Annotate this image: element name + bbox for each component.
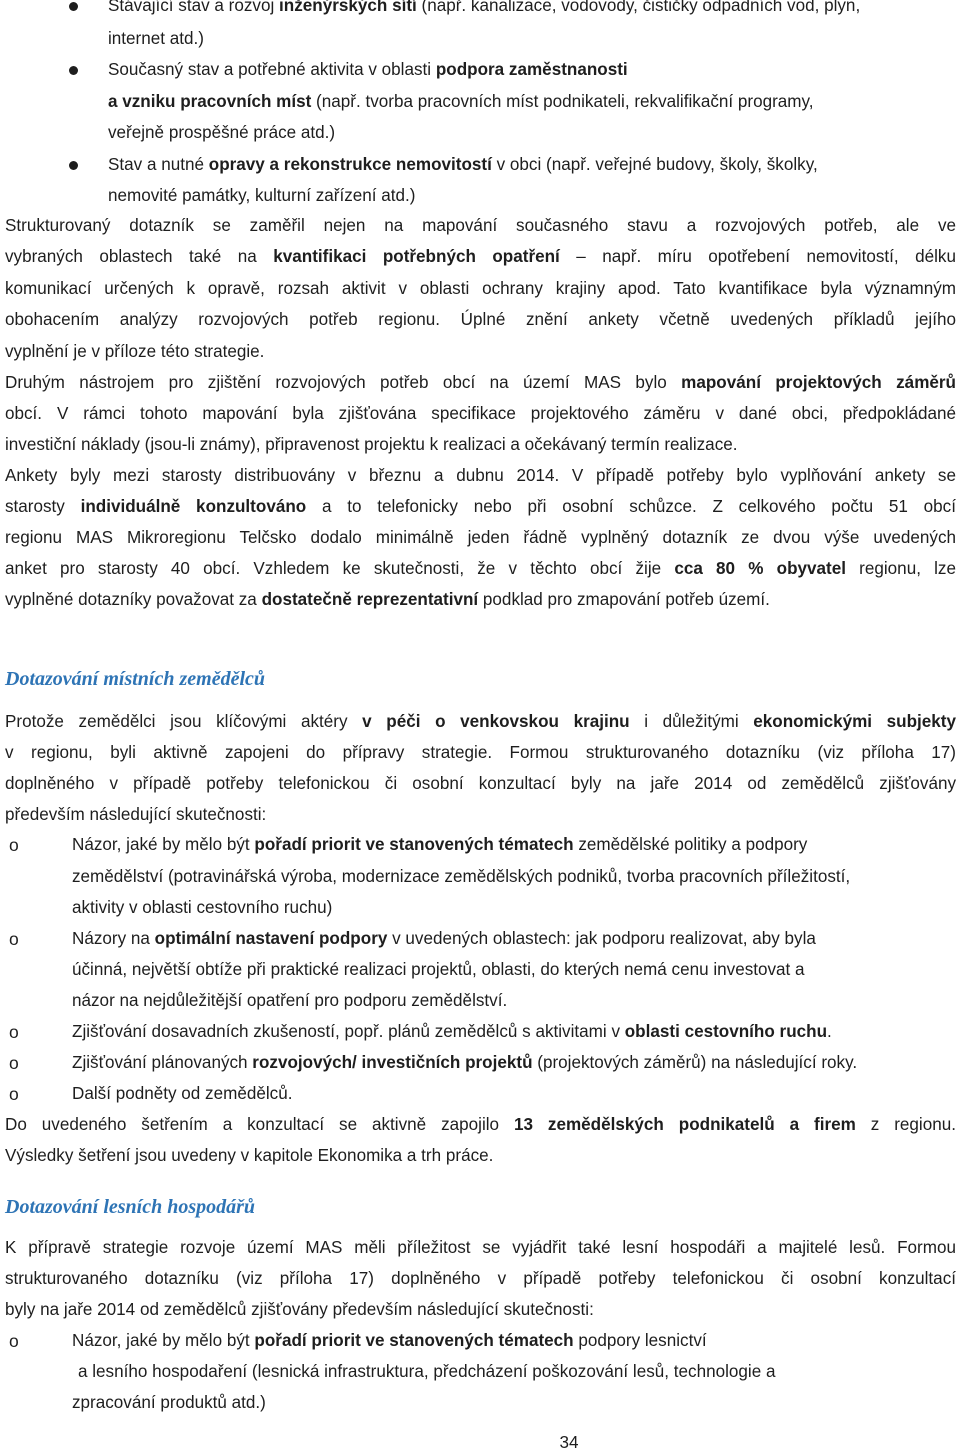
list-item-line: zpracování produktů atd.)	[72, 1393, 266, 1412]
text-line: Strukturovaný dotazník se zaměřil nejen na mapování současného stavu a rozvojových potřeb, ale ve	[5, 216, 956, 235]
text-line: doplněného v případě potřeby telefonickou či osobní konzultací byly na jaře 2014 od zemědělců zjišťovány	[5, 774, 956, 793]
bold-text: 13 zemědělských podnikatelů a firem	[513, 1115, 856, 1134]
text-line: vybraných oblastech také na kvantifikaci potřebných opatření – např. míru opotřebení nemovitostí, délku	[5, 247, 956, 266]
text-line: regionu MAS Mikroregionu Telčsko dodalo minimálně jeden řádně vyplněný dotazník ze dvou výše uvedených	[5, 528, 956, 547]
section-heading-farmers: Dotazování místních zemědělců	[5, 668, 265, 690]
list-item-line: Názory na optimální nastavení podpory v uvedených oblastech: jak podporu realizovat, aby byla	[72, 929, 816, 948]
bullet-dot-icon	[69, 161, 78, 170]
circle-bullet-icon: o	[9, 1331, 19, 1351]
bullet-line: nemovité památky, kulturní zařízení atd.)	[108, 186, 416, 205]
text-line: Výsledky šetření jsou uvedeny v kapitole Ekonomika a trh práce.	[5, 1146, 494, 1165]
text-line: strukturovaného dotazníku (viz příloha 17) doplněného v případě potřeby telefonickou či osobní konzultací	[5, 1269, 956, 1288]
list-item-line: účinná, největší obtíže při praktické realizaci projektů, oblasti, do kterých nemá cenu investovat a	[72, 960, 805, 979]
bold-text: dostatečně reprezentativní	[261, 590, 479, 609]
text-line: vyplněné dotazníky považovat za dostatečně reprezentativní podklad pro zmapování potřeb území.	[5, 590, 770, 609]
text-line: Ankety byly mezi starosty distribuovány v březnu a dubnu 2014. V případě potřeby bylo vyplňování ankety se	[5, 466, 956, 485]
bullet-line: Současný stav a potřebné aktivita v oblasti podpora zaměstnanosti	[108, 60, 628, 79]
list-item-line: názor na nejdůležitější opatření pro podporu zemědělství.	[72, 991, 508, 1010]
bullet-line: a vzniku pracovních míst (např. tvorba pracovních míst podnikateli, rekvalifikační programy,	[108, 92, 814, 111]
bold-text: optimální nastavení podpory	[154, 929, 388, 948]
bullet-line: internet atd.)	[108, 29, 204, 48]
page-number: 34	[559, 1433, 579, 1452]
text-line: starosty individuálně konzultováno a to telefonicky nebo při osobní schůzce. Z celkového počtu 51 obcí	[5, 497, 956, 516]
bold-text: cca 80 % obyvatel	[674, 559, 846, 578]
bold-text: mapování projektových záměrů	[681, 373, 956, 392]
text-line: komunikací určených k opravě, rozsah aktivit v oblasti ochrany krajiny apod. Tato kvantifikace byla významným	[5, 279, 956, 298]
bold-text: pořadí priorit ve stanovených tématech	[254, 1331, 574, 1350]
list-item-line: Názor, jaké by mělo být pořadí priorit ve stanovených tématech zemědělské politiky a podpory	[72, 835, 808, 854]
text-line: obohacením analýzy rozvojových potřeb regionu. Úplné znění ankety včetně uvedených příkladů jejího	[5, 310, 956, 329]
text-line: vyplnění je v příloze této strategie.	[5, 342, 265, 361]
text-line: anket pro starosty 40 obcí. Vzhledem ke skutečnosti, že v těchto obcí žije cca 80 % obyvatel regionu, lze	[5, 559, 956, 578]
list-item-line: Další podněty od zemědělců.	[72, 1084, 293, 1103]
bold-text: inženýrských sítí	[279, 0, 417, 15]
list-item-line: a lesního hospodaření (lesnická infrastruktura, předcházení poškozování lesů, technologie a	[78, 1362, 776, 1381]
bold-text: ekonomickými subjekty	[753, 712, 957, 731]
bold-text: kvantifikaci potřebných opatření	[273, 247, 560, 266]
text-line: obcí. V rámci tohoto mapování byla zjišťována specifikace projektového záměru v dané obci, předpokládané	[5, 404, 956, 423]
text-line: Druhým nástrojem pro zjištění rozvojových potřeb obcí na území MAS bylo mapování projektových záměrů	[5, 373, 956, 392]
bullet-line: veřejně prospěšné práce atd.)	[108, 123, 336, 142]
list-item-line: Zjišťování plánovaných rozvojových/ investičních projektů (projektových záměrů) na následující roky.	[72, 1053, 858, 1072]
circle-bullet-icon: o	[9, 1053, 19, 1073]
circle-bullet-icon: o	[9, 1084, 19, 1104]
text-line: v regionu, byli aktivně zapojeni do přípravy strategie. Formou strukturovaného dotazníku (viz příloha 17)	[5, 743, 956, 762]
bold-text: a vzniku pracovních míst	[108, 92, 312, 111]
circle-bullet-icon: o	[9, 1022, 19, 1042]
bullet-dot-icon	[69, 2, 78, 11]
bold-text: rozvojových/ investičních projektů	[252, 1053, 533, 1072]
circle-bullet-icon: o	[9, 835, 19, 855]
text-line: především následující skutečnosti:	[5, 805, 267, 824]
text-line: K přípravě strategie rozvoje území MAS měli příležitost se vyjádřit také lesní hospodáři a majitelé lesů. Formou	[5, 1238, 956, 1257]
bullet-line: Stav a nutné opravy a rekonstrukce nemovitostí v obci (např. veřejné budovy, školy, školky,	[108, 155, 818, 174]
bullet-dot-icon	[69, 66, 78, 75]
circle-bullet-icon: o	[9, 929, 19, 949]
bold-text: v péči o venkovskou krajinu	[362, 712, 630, 731]
text-line: Protože zemědělci jsou klíčovými aktéry v péči o venkovskou krajinu i důležitými ekonomickými subjekty	[5, 712, 957, 731]
bold-text: pořadí priorit ve stanovených tématech	[254, 835, 574, 854]
text-line: Do uvedeného šetřením a konzultací se aktivně zapojilo 13 zemědělských podnikatelů a firem z regionu.	[5, 1115, 956, 1134]
section-heading-foresters: Dotazování lesních hospodářů	[5, 1196, 256, 1218]
bullet-line: Stávající stav a rozvoj inženýrských sítí (např. kanalizace, vodovody, čističky odpadních vod, plyn,	[108, 0, 860, 17]
bold-text: individuálně konzultováno	[80, 497, 307, 516]
bold-text: oblasti cestovního ruchu	[624, 1022, 828, 1041]
list-item-line: aktivity v oblasti cestovního ruchu)	[72, 898, 333, 917]
text-line: investiční náklady (jsou-li známy), připravenost projektu k realizaci a očekávaný termín realizace.	[5, 435, 738, 454]
list-item-line: Názor, jaké by mělo být pořadí priorit ve stanovených tématech podpory lesnictví	[72, 1331, 707, 1350]
text-line: byly na jaře 2014 od zemědělců zjišťovány především následující skutečnosti:	[5, 1300, 594, 1319]
list-item-line: Zjišťování dosavadních zkušeností, popř. plánů zemědělců s aktivitami v oblasti cestovního ruchu.	[72, 1022, 832, 1041]
list-item-line: zemědělství (potravinářská výroba, modernizace zemědělských podniků, tvorba pracovních příležitostí,	[72, 867, 851, 886]
bold-text: podpora zaměstnanosti	[435, 60, 628, 79]
bold-text: opravy a rekonstrukce nemovitostí	[208, 155, 492, 174]
